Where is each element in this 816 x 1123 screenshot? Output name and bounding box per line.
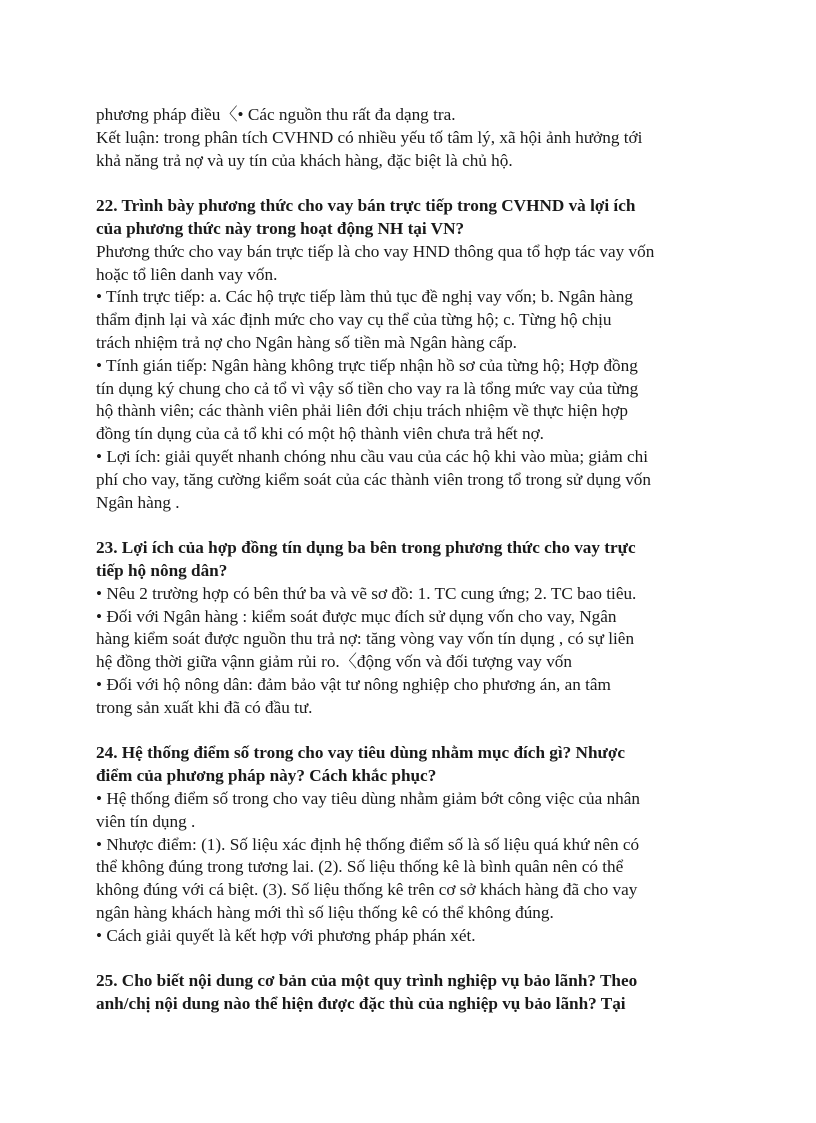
text-line: phương pháp điều〈• Các nguồn thu rất đa dạng tra.	[96, 105, 456, 124]
heading-line: điểm của phương pháp này? Cách khắc phục?	[96, 766, 437, 786]
text-line: đồng tín dụng của cả tổ khi có một hộ thành viên chưa trả hết nợ.	[96, 424, 544, 444]
text-line: thể không đúng trong tương lai. (2). Số liệu thống kê là bình quân nên có thể	[96, 857, 624, 877]
paragraph-spacer	[96, 514, 720, 537]
text-line: viên tín dụng .	[96, 811, 196, 831]
question-22-heading	[96, 195, 720, 241]
text-line: tín dụng ký chung cho cả tổ vì vậy số tiền cho vay ra là tổng mức vay của từng	[96, 378, 639, 398]
text-line: • Cách giải quyết là kết hợp với phương pháp phán xét.	[96, 925, 476, 945]
question-25-heading	[96, 970, 720, 1016]
text-line: hàng kiểm soát được nguồn thu trả nợ: tăng vòng vay vốn tín dụng , có sự liên	[96, 629, 635, 649]
question-23-answer	[96, 583, 720, 720]
heading-line: tiếp hộ nông dân?	[96, 560, 228, 580]
heading-line: 22. Trình bày phương thức cho vay bán trực tiếp trong CVHND và lợi ích	[96, 196, 636, 216]
question-24-answer	[96, 788, 720, 948]
text-line: trong sản xuất khi đã có đầu tư.	[96, 697, 313, 717]
question-23-heading	[96, 537, 720, 583]
text-line: • Nhược điểm: (1). Số liệu xác định hệ thống điểm số là số liệu quá khứ nên có	[96, 834, 640, 854]
heading-line: 23. Lợi ích của hợp đồng tín dụng ba bên trong phương thức cho vay trực	[96, 538, 636, 558]
heading-line: 25. Cho biết nội dung cơ bản của một quy trình nghiệp vụ bảo lãnh? Theo	[96, 971, 638, 991]
text-line: phí cho vay, tăng cường kiểm soát của các thành viên trong tổ trong sử dụng vốn	[96, 469, 651, 489]
text-line: ngân hàng khách hàng mới thì số liệu thống kê có thể không đúng.	[96, 902, 554, 922]
text-line: hệ đồng thời giữa vậnn giảm rủi ro.〈động vốn và đối tượng vay vốn	[96, 652, 572, 672]
question-22-answer	[96, 241, 720, 515]
text-line: trách nhiệm trả nợ cho Ngân hàng số tiền mà Ngân hàng cấp.	[96, 332, 517, 352]
paragraph-spacer	[96, 172, 720, 195]
text-line: • Hệ thống điểm số trong cho vay tiêu dùng nhằm giảm bớt công việc của nhân	[96, 788, 640, 808]
heading-line: 24. Hệ thống điểm số trong cho vay tiêu dùng nhằm mục đích gì? Nhược	[96, 743, 625, 763]
text-line: • Tính gián tiếp: Ngân hàng không trực tiếp nhận hồ sơ của từng hộ; Hợp đồng	[96, 355, 638, 375]
text-line: • Tính trực tiếp: a. Các hộ trực tiếp làm thủ tục đề nghị vay vốn; b. Ngân hàng	[96, 287, 633, 307]
text-line: Phương thức cho vay bán trực tiếp là cho vay HND thông qua tổ hợp tác vay vốn	[96, 241, 655, 261]
question-24-heading	[96, 742, 720, 788]
text-line: Kết luận: trong phân tích CVHND có nhiều yếu tố tâm lý, xã hội ảnh hưởng tới	[96, 127, 643, 147]
text-line: hộ thành viên; các thành viên phải liên đới chịu trách nhiệm về thực hiện hợp	[96, 401, 628, 421]
text-line: • Lợi ích: giải quyết nhanh chóng nhu cầu vau của các hộ khi vào mùa; giảm chi	[96, 446, 649, 466]
heading-line: anh/chị nội dung nào thể hiện được đặc thù của nghiệp vụ bảo lãnh? Tại	[96, 994, 626, 1014]
paragraph-spacer	[96, 947, 720, 970]
text-line: hoặc tổ liên danh vay vốn.	[96, 264, 278, 284]
text-line: thẩm định lại và xác định mức cho vay cụ thể của từng hộ; c. Từng hộ chịu	[96, 310, 612, 330]
document-body	[96, 104, 720, 1016]
text-line: • Đối với Ngân hàng : kiểm soát được mục đích sử dụng vốn cho vay, Ngân	[96, 606, 617, 626]
text-line: Ngân hàng .	[96, 492, 180, 512]
paragraph-spacer	[96, 720, 720, 743]
text-line: khả năng trả nợ và uy tín của khách hàng, đặc biệt là chủ hộ.	[96, 150, 513, 170]
intro-fragment	[96, 104, 720, 172]
text-line: • Nêu 2 trường hợp có bên thứ ba và vẽ sơ đồ: 1. TC cung ứng; 2. TC bao tiêu.	[96, 583, 637, 603]
text-line: • Đối với hộ nông dân: đảm bảo vật tư nông nghiệp cho phương án, an tâm	[96, 674, 611, 694]
text-line: không đúng với cá biệt. (3). Số liệu thống kê trên cơ sở khách hàng đã cho vay	[96, 880, 638, 900]
heading-line: của phương thức này trong hoạt động NH tại VN?	[96, 218, 465, 238]
